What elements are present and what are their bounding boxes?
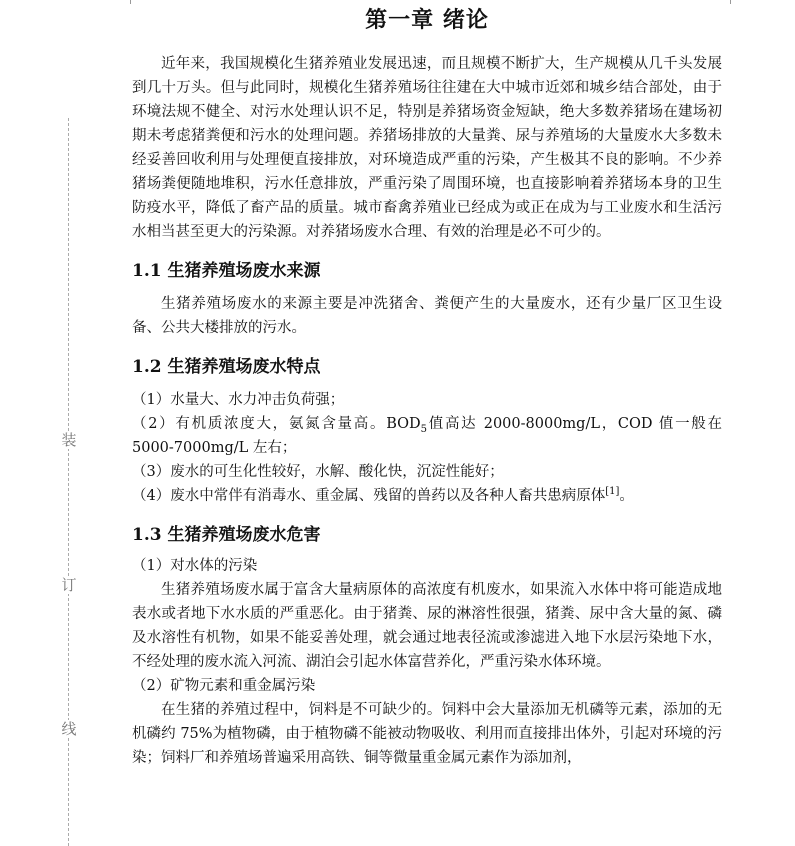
list-item-text: 值高达 2000-8000mg/L，COD 值一般在 5000-7000mg/L 左右；	[132, 416, 722, 456]
section-heading-1-3: 1.3 生猪养殖场废水危害	[132, 525, 321, 545]
section-1-1-paragraph: 生猪养殖场废水的来源主要是冲洗猪舍、粪便产生的大量废水，还有少量厂区卫生设备、公共大楼排放的污水。	[132, 296, 722, 336]
list-item-end: 。	[619, 488, 634, 504]
binding-mark-zhuang: 装	[61, 431, 77, 449]
list-item-text: （2）有机质浓度大，氨氮含量高。BOD	[132, 416, 421, 432]
feature-list	[132, 388, 722, 508]
list-item: （1）水量大、水力冲击负荷强；	[132, 392, 345, 408]
list-item: （3）废水的可生化性较好，水解、酸化快，沉淀性能好；	[132, 464, 504, 480]
list-item	[132, 484, 722, 508]
section-heading-1-2: 1.2 生猪养殖场废水特点	[132, 357, 321, 377]
bod-subscript: 5	[420, 423, 428, 435]
binding-mark-ding: 订	[61, 576, 77, 594]
crop-mark-right	[730, 0, 743, 4]
subheading-water-pollution: （1）对水体的污染	[132, 558, 258, 574]
water-pollution-paragraph: 生猪养殖场废水属于富含大量病原体的高浓度有机废水，如果流入水体中将可能造成地表水或者地下水水质的严重恶化。由于猪粪、尿的淋溶性很强，猪粪、尿中含大量的氮、磷及水溶性有机物，如果不能妥善处理，就会通过地表径流或渗滤进入地下水层污染地下水，不经处理的废水流入河流、湖泊会引起水体富营养化，严重污染水体环境。	[132, 582, 722, 670]
list-item	[132, 412, 722, 460]
chapter-title: 第一章 绪论	[365, 7, 489, 33]
heavy-metal-paragraph: 在生猪的养殖过程中，饲料是不可缺少的。饲料中会大量添加无机磷等元素，添加的无机磷约 75%为植物磷，由于植物磷不能被动物吸收、利用而直接排出体外，引起对环境的污染；饲料厂和养殖场普遍采用高铁、铜等微量重金属元素作为添加剂，	[132, 702, 722, 766]
list-item-text: （4）废水中常伴有消毒水、重金属、残留的兽药以及各种人畜共患病原体	[132, 488, 606, 504]
document-body	[132, 4, 722, 770]
citation-reference[interactable]: [1]	[605, 486, 620, 498]
subheading-heavy-metal-pollution: （2）矿物元素和重金属污染	[132, 678, 316, 694]
crop-mark-left	[118, 0, 131, 4]
binding-mark-xian: 线	[61, 720, 77, 738]
section-heading-1-1: 1.1 生猪养殖场废水来源	[132, 261, 321, 281]
intro-paragraph: 近年来，我国规模化生猪养殖业发展迅速，而且规模不断扩大，生产规模从几千头发展到几十万头。但与此同时，规模化生猪养殖场往往建在大中城市近郊和城乡结合部处，由于环境法规不健全、对污水处理认识不足，特别是养猪场资金短缺，绝大多数养猪场在建场初期未考虑猪粪便和污水的处理问题。养猪场排放的大量粪、尿与养殖场的大量废水大多数未经妥善回收利用与处理便直接排放，对环境造成严重的污染，产生极其不良的影响。不少养猪场粪便随地堆积，污水任意排放，严重污染了周围环境，也直接影响着养猪场本身的卫生防疫水平，降低了畜产品的质量。城市畜禽养殖业已经成为或正在成为与工业废水和生活污水相当甚至更大的污染源。对养猪场废水合理、有效的治理是必不可少的。	[132, 56, 722, 240]
